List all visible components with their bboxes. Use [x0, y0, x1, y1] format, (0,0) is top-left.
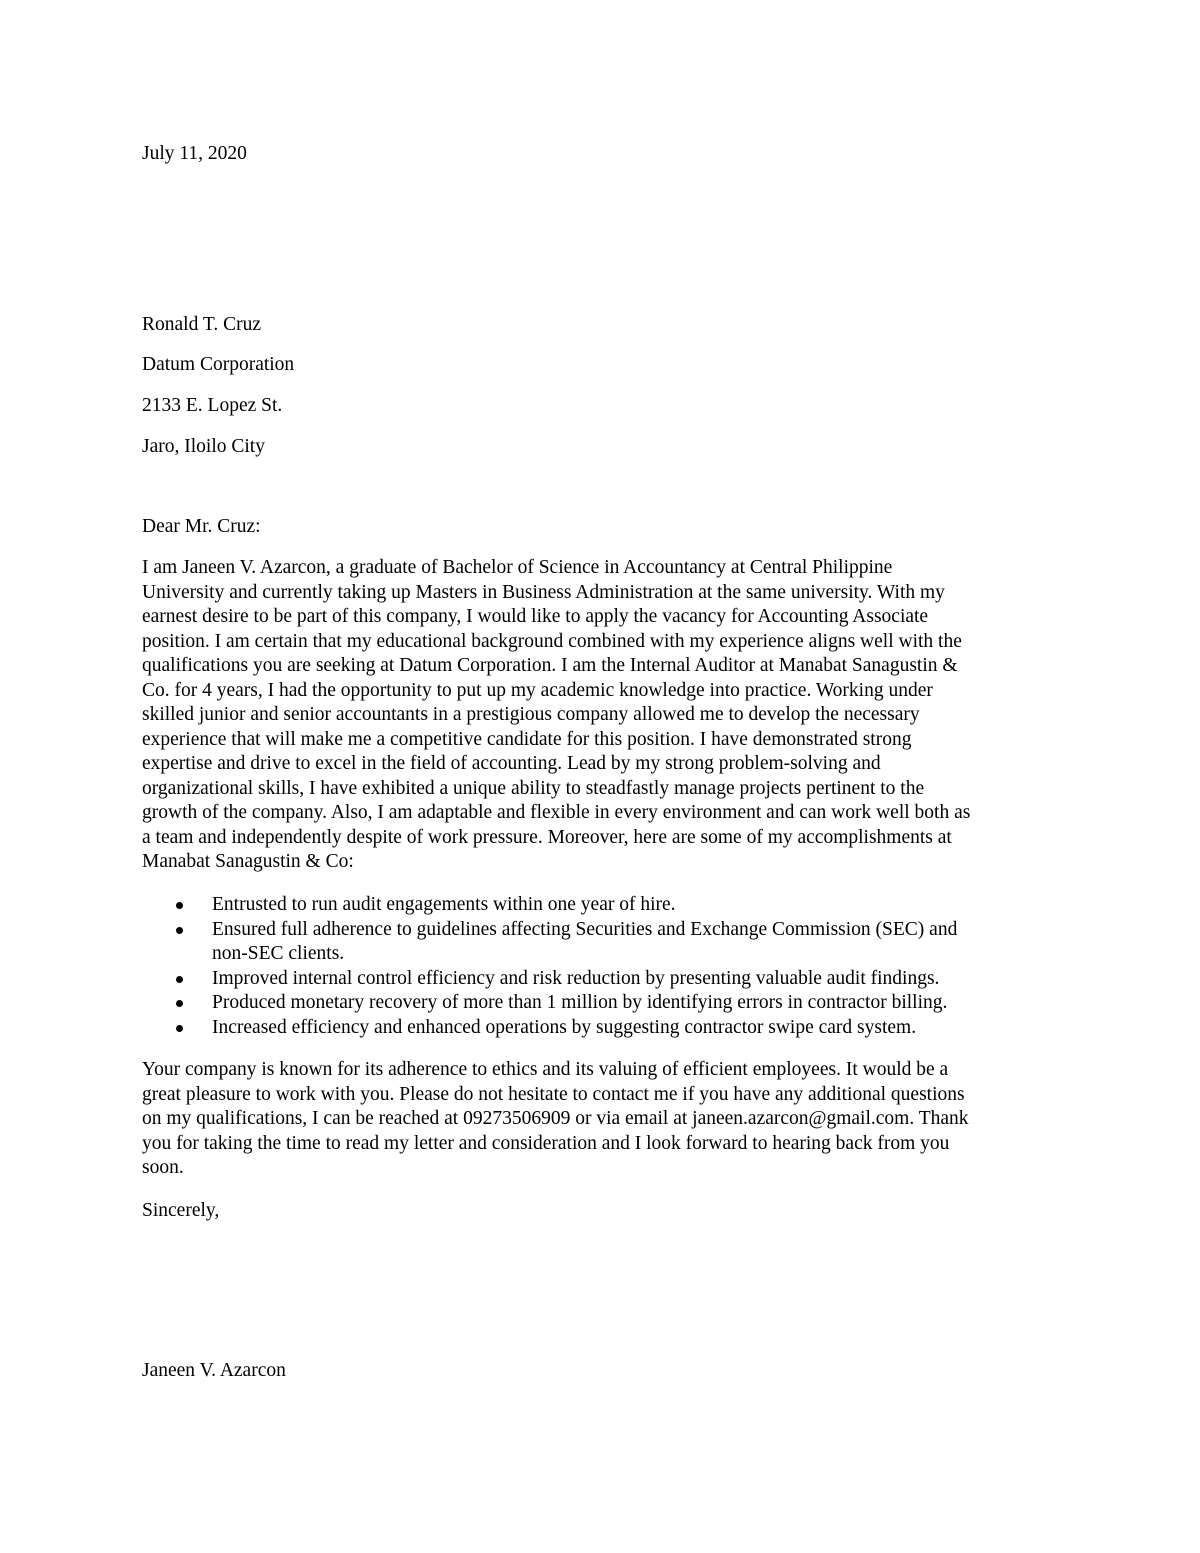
paragraph-line: great pleasure to work with you. Please do not hesitate to contact me if you have any additional questions	[142, 1083, 965, 1105]
list-item: Ensured full adherence to guidelines affecting Securities and Exchange Commission (SEC) and non-SEC clients.	[142, 918, 1072, 967]
paragraph-line: Manabat Sanagustin & Co:	[142, 851, 354, 872]
letter-date: July 11, 2020	[142, 143, 247, 164]
paragraph-line: University and currently taking up Masters in Business Administration at the same university. With my	[142, 581, 945, 603]
paragraph-line: on my qualifications, I can be reached at 09273506909 or via email at janeen.azarcon@gmail.com. Thank	[142, 1108, 969, 1129]
paragraph-line: experience that will make me a competitive candidate for this position. I have demonstrated strong	[142, 728, 912, 750]
paragraph-line: skilled junior and senior accountants in a prestigious company allowed me to develop the necessary	[142, 704, 920, 725]
recipient-name: Ronald T. Cruz	[142, 314, 261, 335]
paragraph-line: qualifications you are seeking at Datum Corporation. I am the Internal Auditor at Manabat Sanagustin &	[142, 655, 958, 676]
paragraph-line: soon.	[142, 1157, 184, 1178]
list-item: Increased efficiency and enhanced operations by suggesting contractor swipe card system.	[142, 1016, 1072, 1041]
paragraph-line: organizational skills, I have exhibited a unique ability to steadfastly manage projects pertinent to the	[142, 777, 925, 799]
paragraph-line: Your company is known for its adherence to ethics and its valuing of efficient employees. It would be a	[142, 1059, 949, 1080]
bullet-icon	[176, 1000, 183, 1007]
list-item: Improved internal control efficiency and risk reduction by presenting valuable audit findings.	[142, 967, 1072, 992]
paragraph-line: I am Janeen V. Azarcon, a graduate of Bachelor of Science in Accountancy at Central Philippine	[142, 557, 893, 578]
salutation: Dear Mr. Cruz:	[142, 516, 261, 537]
recipient-street: 2133 E. Lopez St.	[142, 395, 283, 416]
bullet-icon	[176, 976, 183, 983]
list-item: Entrusted to run audit engagements within one year of hire.	[142, 893, 1072, 918]
paragraph-line: growth of the company. Also, I am adaptable and flexible in every environment and can work well both as	[142, 802, 971, 823]
paragraph-line: expertise and drive to excel in the field of accounting. Lead by my strong problem-solving and	[142, 753, 881, 774]
body-paragraph-2	[142, 1058, 1072, 1181]
paragraph-line: you for taking the time to read my letter and consideration and I look forward to hearing back from you	[142, 1132, 950, 1154]
bullet-icon	[176, 1025, 183, 1032]
paragraph-line: a team and independently despite of work pressure. Moreover, here are some of my accomplishments at	[142, 826, 952, 848]
paragraph-line: position. I am certain that my educational background combined with my experience aligns well with the	[142, 630, 962, 652]
body-paragraph-1	[142, 556, 1072, 875]
paragraph-line: Co. for 4 years, I had the opportunity to put up my academic knowledge into practice. Working under	[142, 679, 933, 701]
list-item: Produced monetary recovery of more than 1 million by identifying errors in contractor billing.	[142, 991, 1072, 1016]
bullet-icon	[176, 902, 183, 909]
signature-name: Janeen V. Azarcon	[142, 1360, 286, 1381]
closing: Sincerely,	[142, 1200, 220, 1221]
paragraph-line: earnest desire to be part of this company, I would like to apply the vacancy for Accounting Associate	[142, 606, 929, 627]
accomplishments-list	[142, 893, 1072, 1040]
recipient-city: Jaro, Iloilo City	[142, 436, 265, 457]
bullet-icon	[176, 927, 183, 934]
recipient-company: Datum Corporation	[142, 354, 295, 375]
